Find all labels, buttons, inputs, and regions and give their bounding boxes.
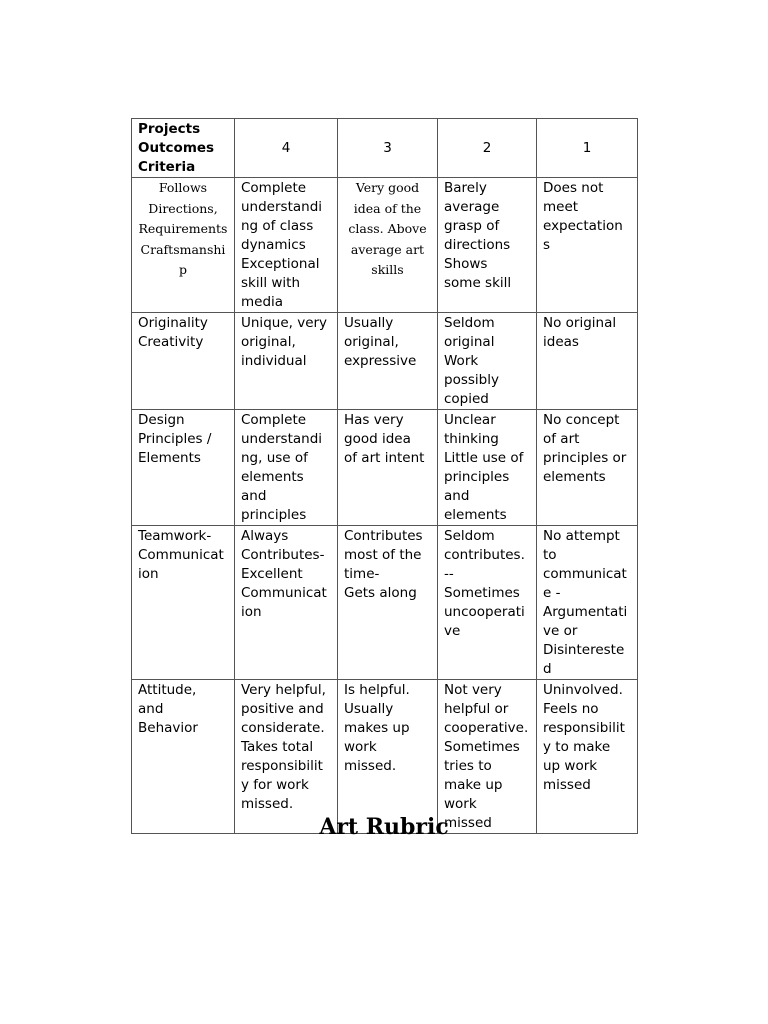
score-header-2: 2 [438, 119, 537, 178]
cell-text: Contributes most of the time- Gets along [344, 528, 423, 601]
criteria-cell [132, 680, 235, 834]
criteria-cell [132, 410, 235, 526]
table-row [132, 410, 638, 526]
cell-text: Unique, very original, individual [241, 315, 328, 369]
score-cell [537, 526, 638, 680]
score-cell [235, 410, 338, 526]
score-cell [537, 313, 638, 410]
header-row [132, 119, 638, 178]
criteria-label: Design Principles / Elements [138, 412, 212, 466]
score-cell [235, 680, 338, 834]
cell-text: Seldom original Work possibly copied [444, 315, 499, 407]
score-cell [338, 410, 438, 526]
cell-text: Unclear thinking Little use of principles and elements [444, 412, 524, 523]
criteria-cell [132, 526, 235, 680]
criteria-cell [132, 313, 235, 410]
rubric-body [132, 178, 638, 834]
cell-text: Has very good idea of art intent [344, 412, 425, 466]
score-header-3: 3 [338, 119, 438, 178]
score-header-4: 4 [235, 119, 338, 178]
score-cell [438, 680, 537, 834]
score-cell [235, 313, 338, 410]
cell-text: No original ideas [543, 315, 617, 350]
score-header-1: 1 [537, 119, 638, 178]
cell-text: Seldom contributes. -- Sometimes uncooperati ve [444, 528, 525, 639]
score-cell [438, 410, 537, 526]
table-row [132, 178, 638, 313]
score-cell [235, 526, 338, 680]
criteria-label: Follows Directions, Requirements Craftsmanship [138, 180, 228, 277]
criteria-header-label: Projects Outcomes Criteria [138, 121, 215, 175]
criteria-label: Attitude, and Behavior [138, 682, 198, 736]
cell-text: Very good idea of the class. Above average art skills [348, 180, 427, 277]
score-cell [338, 680, 438, 834]
cell-text: No concept of art principles or elements [543, 412, 627, 485]
document-title: Art Rubric [319, 814, 449, 840]
table-row [132, 313, 638, 410]
cell-text: Usually original, expressive [344, 315, 417, 369]
score-cell [438, 526, 537, 680]
cell-text: Not very helpful or cooperative. Sometimes tries to make up work missed [444, 682, 529, 831]
score-cell [235, 178, 338, 313]
score-cell [537, 680, 638, 834]
cell-text: No attempt to communicat e - Argumentati ve or Disintereste d [543, 528, 628, 677]
table-row [132, 680, 638, 834]
score-cell [438, 313, 537, 410]
cell-text: Is helpful. Usually makes up work missed. [344, 682, 410, 774]
score-cell [338, 178, 438, 313]
criteria-label: Originality Creativity [138, 315, 208, 350]
rubric-table [131, 118, 638, 834]
cell-text: Barely average grasp of directions Shows some skill [444, 180, 512, 291]
table-row [132, 526, 638, 680]
score-cell [338, 313, 438, 410]
cell-text: Does not meet expectation s [543, 180, 623, 253]
rubric-header [132, 119, 638, 178]
cell-text: Complete understandi ng of class dynamics Exceptional skill with media [241, 180, 323, 310]
cell-text: Complete understandi ng, use of elements and principles [241, 412, 323, 523]
cell-text: Uninvolved. Feels no responsibilit y to make up work missed [543, 682, 625, 793]
score-cell [438, 178, 537, 313]
criteria-label: Teamwork- Communicat ion [138, 528, 224, 582]
score-cell [537, 410, 638, 526]
cell-text: Always Contributes- Excellent Communicat ion [241, 528, 327, 620]
criteria-header [132, 119, 235, 178]
score-cell [537, 178, 638, 313]
score-cell [338, 526, 438, 680]
criteria-cell [132, 178, 235, 313]
cell-text: Very helpful, positive and considerate. Takes total responsibilit y for work missed. [241, 682, 326, 812]
